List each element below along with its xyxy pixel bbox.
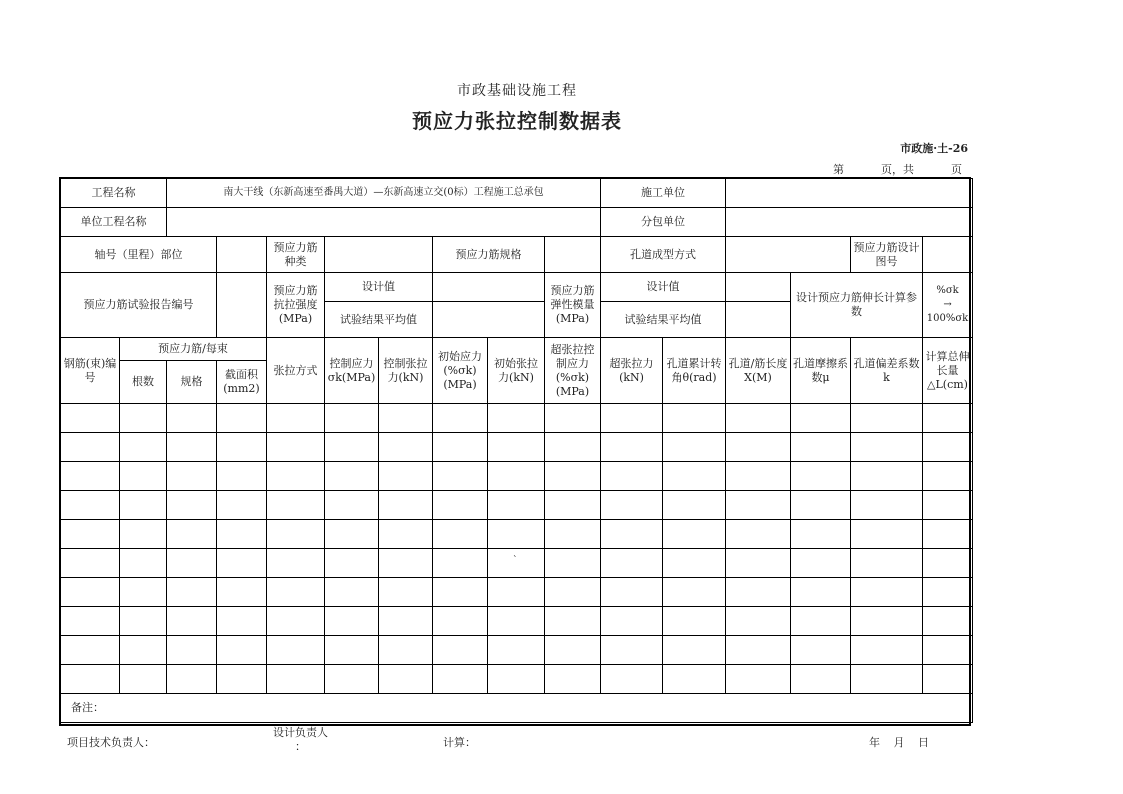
table-cell[interactable] xyxy=(663,607,726,636)
col-spec: 规格 xyxy=(167,361,217,404)
table-cell[interactable] xyxy=(726,549,791,578)
axis-label: 轴号（里程）部位 xyxy=(61,237,217,273)
sigma-range xyxy=(923,273,973,338)
col-initial-stress: 初始应力(%σk)(MPa) xyxy=(433,338,488,404)
table-cell[interactable] xyxy=(267,665,325,694)
table-cell[interactable] xyxy=(923,433,973,462)
tensile-strength-label: 预应力筋抗拉强度(MPa) xyxy=(267,273,325,338)
table-cell[interactable] xyxy=(433,578,488,607)
col-duct-length: 孔道/筋长度X(M) xyxy=(726,338,791,404)
table-cell[interactable] xyxy=(726,607,791,636)
table-cell[interactable] xyxy=(379,636,433,665)
table-cell[interactable] xyxy=(61,520,120,549)
table-cell[interactable] xyxy=(433,607,488,636)
table-cell[interactable] xyxy=(851,636,923,665)
table-cell[interactable] xyxy=(663,491,726,520)
table-cell[interactable] xyxy=(545,636,601,665)
table-cell[interactable] xyxy=(923,520,973,549)
data-rows xyxy=(61,404,973,694)
design-value-input-2[interactable] xyxy=(726,273,791,302)
project-name-value[interactable]: 南大干线（东新高速至番禺大道）—东新高速立交(0标）工程施工总承包 xyxy=(167,179,601,208)
table-cell[interactable] xyxy=(61,462,120,491)
tendon-type-value[interactable] xyxy=(325,237,433,273)
test-report-label: 预应力筋试验报告编号 xyxy=(61,273,217,338)
table-cell[interactable] xyxy=(726,404,791,433)
table-cell[interactable] xyxy=(545,462,601,491)
table-cell[interactable] xyxy=(379,578,433,607)
table-cell[interactable] xyxy=(433,491,488,520)
sigma-range-arrow: → xyxy=(943,299,952,310)
test-avg-input[interactable] xyxy=(433,302,545,338)
table-cell[interactable] xyxy=(433,665,488,694)
design-lead-text: 设计负责人 xyxy=(273,726,328,739)
table-cell[interactable] xyxy=(488,404,545,433)
col-total-elongation: 计算总伸长量△L(cm) xyxy=(923,338,973,404)
sigma-range-end: 100%σk xyxy=(926,313,969,324)
table-cell[interactable] xyxy=(61,404,120,433)
table-cell[interactable] xyxy=(851,578,923,607)
table-cell[interactable] xyxy=(545,549,601,578)
form-title: 预应力张拉控制数据表 xyxy=(412,109,622,133)
tech-lead-label: 项目技术负责人： xyxy=(67,736,155,749)
table-cell[interactable] xyxy=(488,578,545,607)
table-cell[interactable] xyxy=(267,491,325,520)
table-cell[interactable] xyxy=(267,520,325,549)
table-cell[interactable] xyxy=(217,549,267,578)
table-row xyxy=(61,433,973,462)
table-cell[interactable] xyxy=(791,549,851,578)
table-row xyxy=(61,491,973,520)
table-cell[interactable] xyxy=(325,636,379,665)
axis-value[interactable] xyxy=(217,237,267,273)
table-cell[interactable] xyxy=(61,636,120,665)
table-cell[interactable] xyxy=(120,636,167,665)
table-cell[interactable] xyxy=(325,665,379,694)
design-drawing-label: 预应力筋设计图号 xyxy=(851,237,923,273)
tendon-type-label: 预应力筋种类 xyxy=(267,237,325,273)
design-value-label-2: 设计值 xyxy=(601,273,726,302)
table-cell[interactable] xyxy=(601,520,663,549)
table-cell[interactable] xyxy=(325,520,379,549)
table-cell[interactable] xyxy=(267,404,325,433)
sigma-range-start: %σk xyxy=(936,285,959,296)
tendon-spec-value[interactable] xyxy=(545,237,601,273)
table-cell[interactable] xyxy=(61,607,120,636)
table-cell[interactable] xyxy=(791,665,851,694)
table-cell[interactable] xyxy=(663,433,726,462)
table-cell[interactable] xyxy=(167,665,217,694)
table-cell[interactable] xyxy=(791,578,851,607)
table-cell[interactable] xyxy=(267,607,325,636)
design-value-label: 设计值 xyxy=(325,273,433,302)
unit-project-label: 单位工程名称 xyxy=(61,208,167,237)
col-control-stress: 控制应力σk(MPa) xyxy=(325,338,379,404)
table-cell[interactable] xyxy=(120,665,167,694)
table-cell[interactable] xyxy=(791,636,851,665)
table-cell[interactable] xyxy=(545,607,601,636)
table-cell[interactable] xyxy=(488,520,545,549)
table-row xyxy=(61,578,973,607)
constructor-label: 施工单位 xyxy=(601,179,726,208)
table-cell[interactable] xyxy=(488,636,545,665)
table-cell[interactable] xyxy=(488,491,545,520)
table-cell[interactable] xyxy=(217,433,267,462)
table-cell[interactable] xyxy=(433,462,488,491)
table-cell[interactable] xyxy=(120,607,167,636)
table-cell[interactable] xyxy=(791,462,851,491)
table-cell[interactable] xyxy=(433,549,488,578)
table-cell[interactable] xyxy=(325,404,379,433)
subcontractor-value[interactable] xyxy=(726,208,973,237)
table-cell[interactable] xyxy=(851,607,923,636)
table-cell[interactable] xyxy=(726,433,791,462)
table-cell[interactable] xyxy=(726,578,791,607)
table-cell[interactable] xyxy=(217,520,267,549)
table-cell[interactable] xyxy=(601,404,663,433)
table-cell[interactable] xyxy=(601,433,663,462)
table-cell[interactable] xyxy=(217,607,267,636)
table-cell[interactable] xyxy=(325,578,379,607)
table-row xyxy=(61,404,973,433)
table-row xyxy=(61,665,973,694)
col-deviation-coef: 孔道偏差系数k xyxy=(851,338,923,404)
table-cell[interactable] xyxy=(791,404,851,433)
table-cell[interactable] xyxy=(791,433,851,462)
table-cell[interactable] xyxy=(601,549,663,578)
table-cell[interactable] xyxy=(488,607,545,636)
table-cell[interactable] xyxy=(545,520,601,549)
table-cell[interactable] xyxy=(167,520,217,549)
tendon-spec-label: 预应力筋规格 xyxy=(433,237,545,273)
table-cell[interactable] xyxy=(851,520,923,549)
table-cell[interactable] xyxy=(61,549,120,578)
col-per-bundle: 预应力筋/每束 xyxy=(120,338,267,361)
table-cell[interactable] xyxy=(545,578,601,607)
table-cell[interactable] xyxy=(663,578,726,607)
table-cell[interactable] xyxy=(217,404,267,433)
table-cell[interactable] xyxy=(545,433,601,462)
form-code: 市政施·土-26 xyxy=(900,142,968,155)
tension-data-table xyxy=(60,178,973,723)
table-cell[interactable] xyxy=(167,462,217,491)
table-cell[interactable] xyxy=(120,520,167,549)
table-cell[interactable] xyxy=(167,404,217,433)
table-cell[interactable] xyxy=(433,404,488,433)
table-cell[interactable] xyxy=(325,607,379,636)
notes-label: 备注： xyxy=(61,694,973,723)
subcontractor-label: 分包单位 xyxy=(601,208,726,237)
table-cell[interactable] xyxy=(851,433,923,462)
table-cell[interactable] xyxy=(923,578,973,607)
design-lead-colon: ： xyxy=(295,740,306,753)
table-cell[interactable] xyxy=(851,462,923,491)
table-cell[interactable] xyxy=(433,520,488,549)
table-cell[interactable] xyxy=(379,549,433,578)
calc-label: 计算： xyxy=(443,736,476,749)
table-cell[interactable] xyxy=(267,462,325,491)
table-cell[interactable] xyxy=(601,462,663,491)
table-cell[interactable] xyxy=(488,665,545,694)
table-cell[interactable] xyxy=(120,462,167,491)
table-cell[interactable] xyxy=(167,433,217,462)
stray-mark: ` xyxy=(513,556,518,566)
table-row xyxy=(61,636,973,665)
table-cell[interactable] xyxy=(923,549,973,578)
table-cell[interactable] xyxy=(267,636,325,665)
table-cell[interactable] xyxy=(923,491,973,520)
table-cell[interactable] xyxy=(601,665,663,694)
table-cell[interactable] xyxy=(791,491,851,520)
table-cell[interactable] xyxy=(325,491,379,520)
table-cell[interactable] xyxy=(923,462,973,491)
col-steel-no: 钢筋(束)编号 xyxy=(61,338,120,404)
table-cell[interactable] xyxy=(61,491,120,520)
page-di: 第 xyxy=(833,163,844,176)
table-cell[interactable] xyxy=(851,665,923,694)
table-cell[interactable] xyxy=(791,520,851,549)
table-cell[interactable] xyxy=(61,578,120,607)
col-duct-angle: 孔道累计转角θ(rad) xyxy=(663,338,726,404)
table-cell[interactable] xyxy=(379,404,433,433)
form-subtitle: 市政基础设施工程 xyxy=(457,83,577,99)
elongation-calc-label: 设计预应力筋伸长计算参数 xyxy=(791,273,923,338)
constructor-value[interactable] xyxy=(726,179,973,208)
design-value-input[interactable] xyxy=(433,273,545,302)
page-ye: 页 xyxy=(951,163,962,176)
test-avg-label: 试验结果平均值 xyxy=(325,302,433,338)
table-cell[interactable] xyxy=(545,404,601,433)
table-cell[interactable] xyxy=(545,491,601,520)
project-name-label: 工程名称 xyxy=(61,179,167,208)
table-cell[interactable] xyxy=(545,665,601,694)
table-cell[interactable] xyxy=(433,636,488,665)
table-cell[interactable] xyxy=(663,665,726,694)
design-lead-label xyxy=(273,726,328,754)
table-cell[interactable] xyxy=(851,404,923,433)
table-row xyxy=(61,462,973,491)
page-ye-gong: 页，共 xyxy=(881,163,914,176)
table-cell[interactable] xyxy=(167,607,217,636)
table-cell[interactable] xyxy=(167,549,217,578)
test-report-value[interactable] xyxy=(217,273,267,338)
table-cell[interactable] xyxy=(791,607,851,636)
table-cell[interactable] xyxy=(217,462,267,491)
table-cell[interactable] xyxy=(120,404,167,433)
col-initial-force: 初始张拉力(kN) xyxy=(488,338,545,404)
table-cell[interactable] xyxy=(267,578,325,607)
table-cell[interactable] xyxy=(325,462,379,491)
duct-method-value[interactable] xyxy=(726,237,851,273)
table-cell[interactable] xyxy=(379,665,433,694)
table-cell[interactable] xyxy=(663,462,726,491)
table-cell[interactable] xyxy=(217,636,267,665)
col-tension-method: 张拉方式 xyxy=(267,338,325,404)
table-cell[interactable] xyxy=(923,607,973,636)
table-cell[interactable] xyxy=(433,433,488,462)
table-cell[interactable] xyxy=(488,433,545,462)
table-cell[interactable] xyxy=(379,607,433,636)
table-cell[interactable] xyxy=(379,491,433,520)
table-cell[interactable] xyxy=(61,665,120,694)
table-cell[interactable] xyxy=(923,404,973,433)
table-cell[interactable] xyxy=(726,462,791,491)
table-cell[interactable] xyxy=(601,607,663,636)
col-friction-coef: 孔道摩擦系数μ xyxy=(791,338,851,404)
table-cell[interactable] xyxy=(120,549,167,578)
table-cell[interactable] xyxy=(601,491,663,520)
col-over-force: 超张拉力(kN) xyxy=(601,338,663,404)
table-cell[interactable] xyxy=(217,491,267,520)
elastic-modulus-label: 预应力筋弹性模量(MPa) xyxy=(545,273,601,338)
table-cell[interactable] xyxy=(851,549,923,578)
table-cell[interactable] xyxy=(726,520,791,549)
col-over-stress: 超张拉控制应力(%σk)(MPa) xyxy=(545,338,601,404)
table-cell[interactable] xyxy=(663,549,726,578)
table-cell[interactable] xyxy=(217,665,267,694)
table-cell[interactable] xyxy=(325,433,379,462)
table-cell[interactable] xyxy=(663,636,726,665)
table-cell[interactable] xyxy=(851,491,923,520)
table-cell[interactable] xyxy=(379,462,433,491)
table-cell[interactable] xyxy=(601,636,663,665)
table-cell[interactable] xyxy=(120,491,167,520)
table-cell[interactable] xyxy=(379,433,433,462)
table-cell[interactable] xyxy=(120,578,167,607)
duct-method-label: 孔道成型方式 xyxy=(601,237,726,273)
table-cell[interactable] xyxy=(663,520,726,549)
date-label: 年 月 日 xyxy=(869,736,929,749)
table-row xyxy=(61,607,973,636)
table-cell[interactable] xyxy=(726,636,791,665)
table-cell[interactable] xyxy=(488,462,545,491)
table-cell[interactable] xyxy=(120,433,167,462)
table-cell[interactable] xyxy=(167,491,217,520)
table-cell[interactable] xyxy=(923,636,973,665)
table-cell[interactable] xyxy=(267,433,325,462)
test-avg-input-2[interactable] xyxy=(726,302,791,338)
table-cell[interactable] xyxy=(601,578,663,607)
col-area: 截面积(mm2) xyxy=(217,361,267,404)
table-cell[interactable] xyxy=(61,433,120,462)
table-row xyxy=(61,520,973,549)
table-cell[interactable] xyxy=(217,578,267,607)
table-cell[interactable] xyxy=(267,549,325,578)
table-cell[interactable] xyxy=(325,549,379,578)
table-cell[interactable] xyxy=(726,665,791,694)
col-control-force: 控制张拉力(kN) xyxy=(379,338,433,404)
table-cell[interactable] xyxy=(167,636,217,665)
col-count: 根数 xyxy=(120,361,167,404)
table-cell[interactable] xyxy=(663,404,726,433)
design-drawing-value[interactable] xyxy=(923,237,973,273)
table-cell[interactable] xyxy=(167,578,217,607)
table-cell[interactable] xyxy=(726,491,791,520)
test-avg-label-2: 试验结果平均值 xyxy=(601,302,726,338)
unit-project-value[interactable] xyxy=(167,208,601,237)
page-info xyxy=(833,161,962,177)
table-cell[interactable] xyxy=(379,520,433,549)
table-cell[interactable] xyxy=(923,665,973,694)
